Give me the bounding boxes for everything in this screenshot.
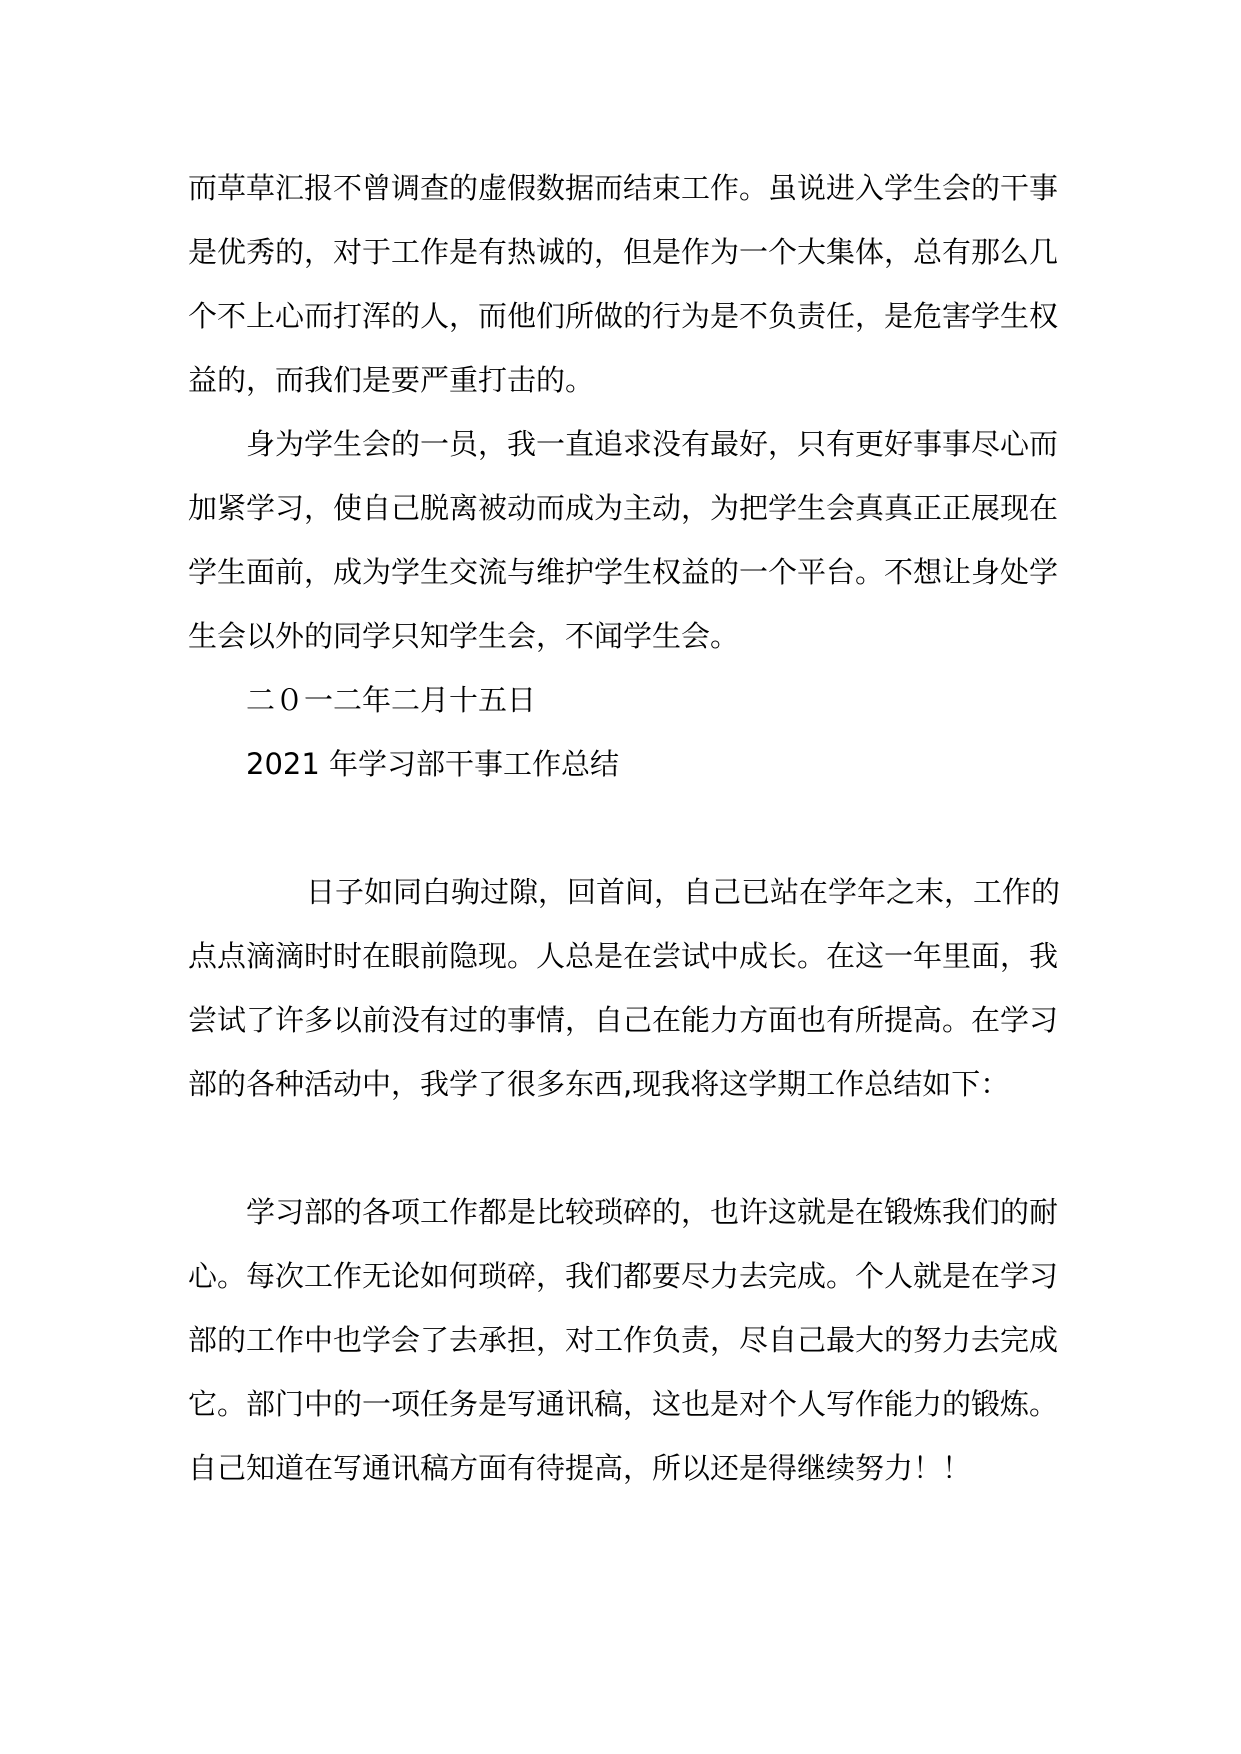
paragraph-line: 而草草汇报不曾调查的虚假数据而结束工作。虽说进入学生会的干事 [188,171,1059,205]
paragraph-line: 益的，而我们是要严重打击的。 [188,363,595,397]
paragraph-line: 它。部门中的一项任务是写通讯稿，这也是对个人写作能力的锻炼。 [188,1387,1059,1421]
paragraph-line: 是优秀的，对于工作是有热诚的，但是作为一个大集体，总有那么几 [188,235,1059,269]
paragraph-line: 心。每次工作无论如何琐碎，我们都要尽力去完成。个人就是在学习 [188,1259,1059,1293]
paragraph-line: 日子如同白驹过隙，回首间，自己已站在学年之末，工作的 [306,875,1061,909]
paragraph-line: 身为学生会的一员，我一直追求没有最好，只有更好事事尽心而 [246,427,1059,461]
paragraph-line: 加紧学习，使自己脱离被动而成为主动，为把学生会真真正正展现在 [188,491,1059,525]
paragraph-line: 部的工作中也学会了去承担，对工作负责，尽自己最大的努力去完成 [188,1323,1059,1357]
paragraph-line: 个不上心而打浑的人，而他们所做的行为是不负责任，是危害学生权 [188,299,1059,333]
paragraph-line: 点点滴滴时时在眼前隐现。人总是在尝试中成长。在这一年里面，我 [188,939,1059,973]
paragraph-line: 部的各种活动中，我学了很多东西,现我将这学期工作总结如下： [188,1067,1010,1101]
paragraph-line: 自己知道在写通讯稿方面有待提高，所以还是得继续努力！！ [188,1451,972,1485]
section-title: 2021 年学习部干事工作总结 [246,747,620,781]
paragraph-line: 尝试了许多以前没有过的事情，自己在能力方面也有所提高。在学习 [188,1003,1059,1037]
paragraph-line: 学习部的各项工作都是比较琐碎的，也许这就是在锻炼我们的耐 [246,1195,1059,1229]
paragraph-line: 生会以外的同学只知学生会，不闻学生会。 [188,619,740,653]
date-line: 二０一二年二月十五日 [246,683,537,717]
paragraph-line: 学生面前，成为学生交流与维护学生权益的一个平台。不想让身处学 [188,555,1059,589]
